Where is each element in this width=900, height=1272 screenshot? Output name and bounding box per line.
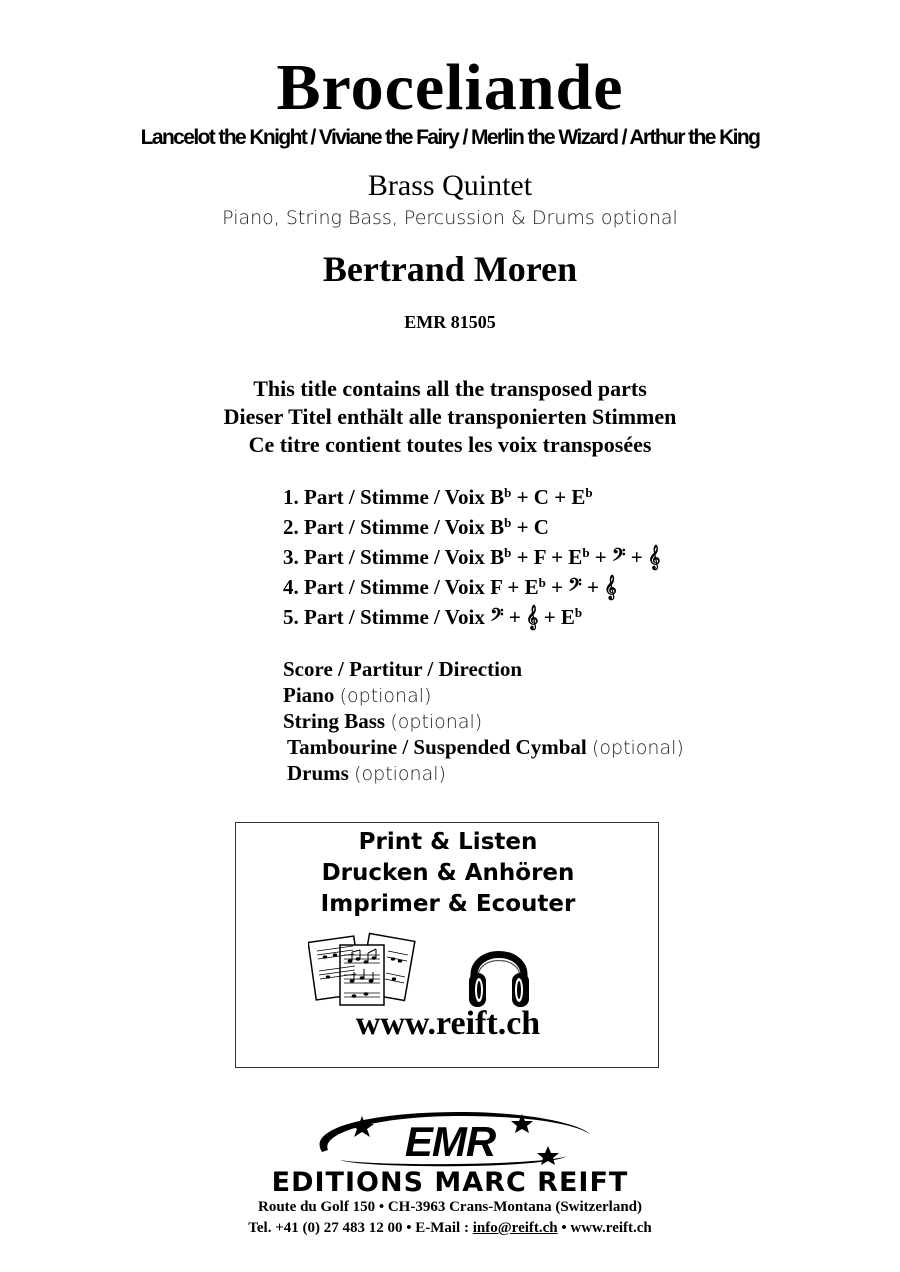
optional-note: (optional) [591, 737, 684, 759]
promo-line-en: Print & Listen [358, 829, 538, 855]
flat-sign: b [582, 545, 590, 560]
optional-note: (optional) [390, 711, 483, 733]
info-line-en: This title contains all the transposed parts [253, 376, 647, 401]
optional-instruments: Piano, String Bass, Percussion & Drums optional [222, 207, 678, 229]
page-title: Broceliande [276, 51, 624, 124]
extra-label: Piano [283, 683, 335, 707]
part-text: 5. Part / Stimme / Voix 𝄢 + 𝄞 + E [283, 605, 575, 629]
email-link[interactable]: info@reift.ch [472, 1220, 558, 1236]
composer: Bertrand Moren [322, 249, 578, 289]
clef-symbols: + 𝄢 + 𝄞 [589, 545, 661, 569]
parts-list [283, 478, 803, 628]
flat-sign: b [504, 485, 512, 500]
part-text: + C + E [511, 485, 586, 509]
publisher-name: EDITIONS MARC REIFT [271, 1167, 629, 1198]
promo-line-fr: Imprimer & Ecouter [320, 891, 576, 917]
contact-phone: Tel. +41 (0) 27 483 12 00 • E-Mail : [248, 1220, 473, 1236]
svg-text:EMR: EMR [404, 1118, 496, 1165]
flat-sign: b [504, 545, 512, 560]
part-line-5 [283, 598, 803, 628]
print-listen-box [235, 822, 659, 1068]
optional-note: (optional) [354, 763, 446, 785]
optional-note: (optional) [339, 685, 432, 707]
part-text: 1. Part / Stimme / Voix B [283, 485, 505, 509]
extra-drums [283, 760, 803, 786]
publisher-address: Route du Golf 150 • CH-3963 Crans-Montana (Switzerland) [258, 1199, 642, 1215]
part-text: 4. Part / Stimme / Voix F + E [283, 575, 539, 599]
contact-website: • www.reift.ch [557, 1220, 652, 1236]
extra-piano [283, 682, 803, 708]
part-text: 2. Part / Stimme / Voix B [283, 515, 505, 539]
additional-parts [283, 656, 803, 786]
flat-sign: b [574, 605, 583, 620]
flat-sign: b [585, 485, 593, 500]
clef-symbols: + 𝄢 + 𝄞 [545, 575, 617, 599]
promo-line-de: Drucken & Anhören [321, 860, 575, 886]
part-line-4 [283, 568, 803, 598]
extra-label: Score / Partitur / Direction [283, 657, 523, 681]
catalog-code: EMR 81505 [404, 312, 496, 332]
extra-label: Tambourine / Suspended Cymbal [287, 735, 587, 759]
extra-string-bass [283, 708, 803, 734]
extra-score [283, 656, 803, 682]
extra-label: Drums [287, 761, 349, 785]
part-line-3 [283, 538, 803, 568]
headphones-icon [466, 933, 532, 1011]
ensemble: Brass Quintet [367, 169, 533, 202]
part-line-1 [283, 478, 803, 508]
extra-label: String Bass [283, 709, 386, 733]
info-line-fr: Ce titre contient toutes les voix transposées [248, 432, 652, 457]
sheet-music-icon [308, 931, 420, 1013]
part-text: + F + E [511, 545, 583, 569]
info-line-de: Dieser Titel enthält alle transponierten Stimmen [223, 404, 677, 429]
flat-sign: b [504, 515, 512, 530]
subtitle: Lancelot the Knight / Viviane the Fairy / Merlin the Wizard / Arthur the King [140, 126, 760, 149]
publisher-contact [0, 1220, 900, 1237]
flat-sign: b [538, 575, 546, 590]
emr-logo [300, 1108, 600, 1170]
promo-url-link[interactable]: www.reift.ch [355, 1005, 541, 1042]
part-line-2 [283, 508, 803, 538]
extra-percussion [283, 734, 803, 760]
part-text: + C [511, 515, 549, 539]
part-text: 3. Part / Stimme / Voix B [283, 545, 505, 569]
